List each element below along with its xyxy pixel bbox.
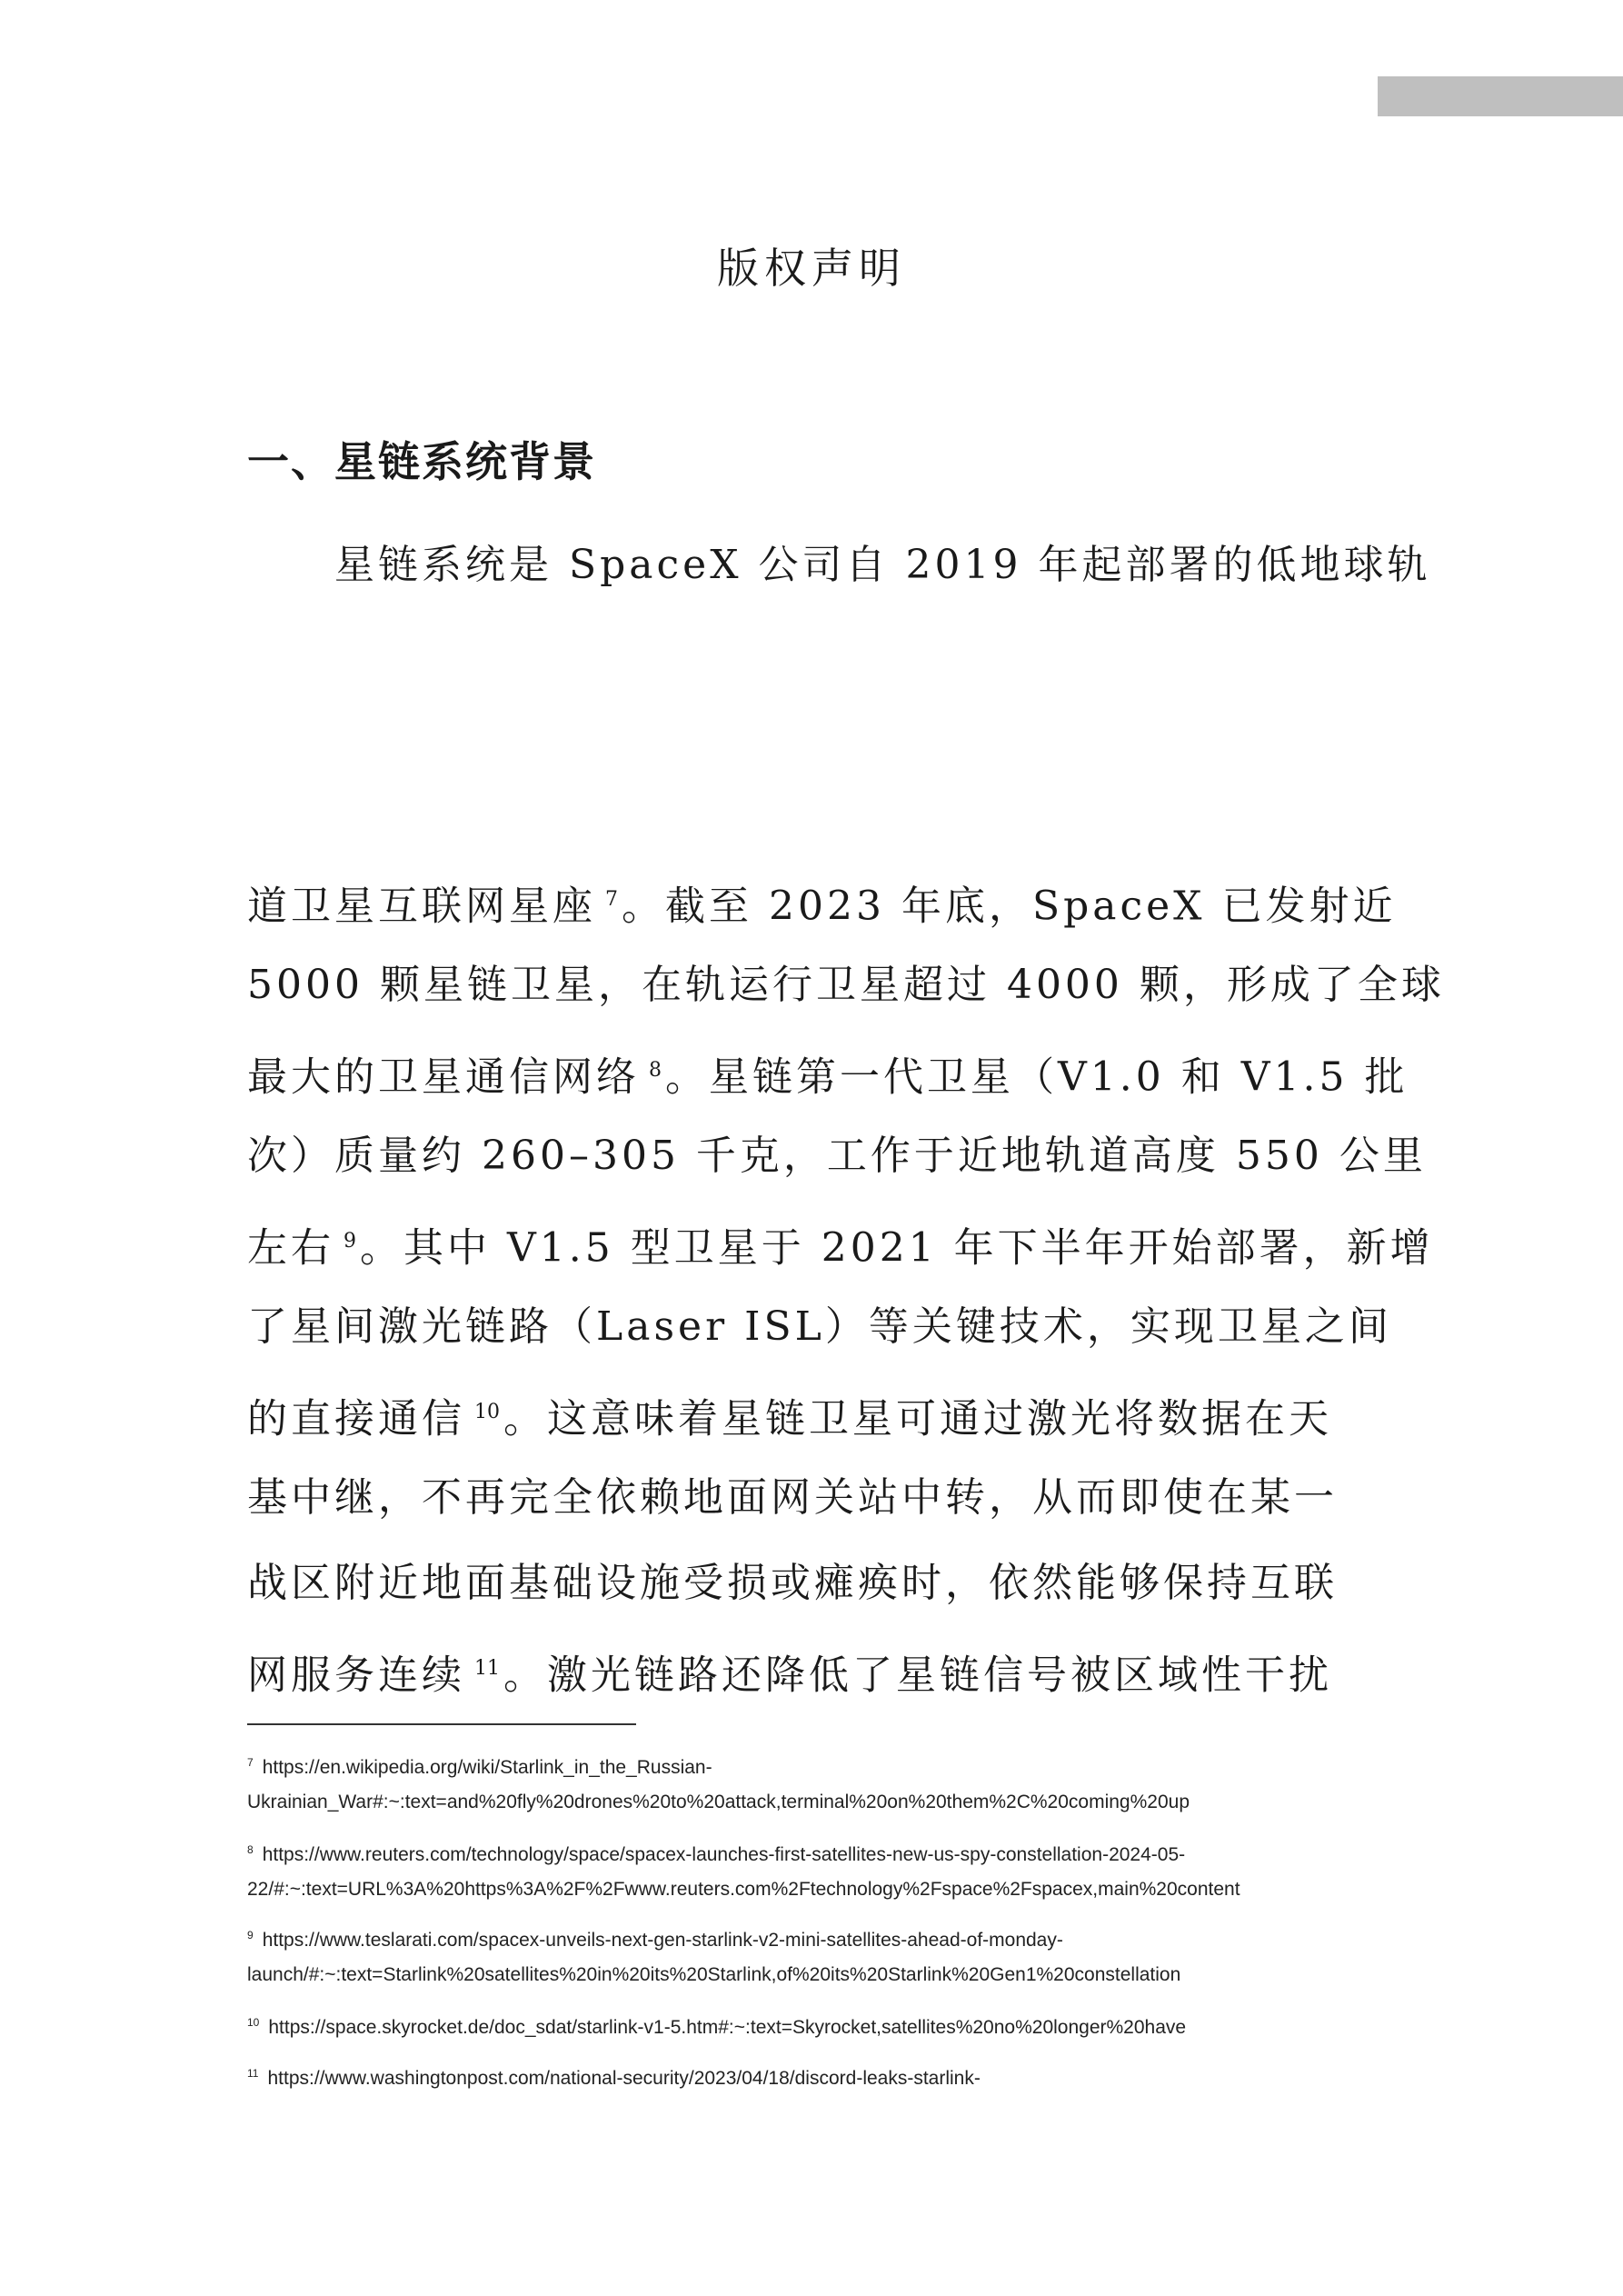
footnote-7	[247, 1745, 1190, 1820]
footnote-11	[247, 2056, 981, 2096]
paragraph-line: 星链系统是 SpaceX 公司自 2019 年起部署的低地球轨	[334, 542, 1431, 588]
paragraph-line	[247, 1642, 1332, 1703]
paragraph-line: 5000 颗星链卫星，在轨运行卫星超过 4000 颗，形成了全球	[247, 962, 1445, 1008]
text-run: 网服务连续	[247, 1652, 465, 1699]
text-run: 。截至 2023 年底，SpaceX 已发射近	[622, 883, 1397, 930]
footnote-number: 10	[247, 2016, 260, 2029]
paragraph-line	[247, 873, 1396, 934]
footnote-9	[247, 1918, 1180, 1992]
text-run: 。激光链路还降低了星链信号被区域性干扰	[503, 1652, 1332, 1699]
footnote-link[interactable]: https://www.washingtonpost.com/national-security/2023/04/18/discord-leaks-starlink-	[267, 2068, 981, 2089]
footnote-link[interactable]: 22/#:~:text=URL%3A%20https%3A%2F%2Fwww.reuters.com%2Ftechnology%2Fspace%2Fspacex,main%20content	[247, 1879, 1240, 1900]
text-run: 。这意味着星链卫星可通过激光将数据在天	[503, 1395, 1332, 1442]
footnote-8	[247, 1832, 1240, 1907]
paragraph-line: 次）质量约 260–305 千克，工作于近地轨道高度 550 公里	[247, 1133, 1427, 1179]
footnote-10	[247, 2005, 1186, 2045]
footnote-link[interactable]: https://www.reuters.com/technology/space/spacex-launches-first-satellites-new-us-spy-constellation-2024-05-	[262, 1844, 1186, 1865]
paragraph-line: 战区附近地面基础设施受损或瘫痪时，依然能够保持互联	[247, 1560, 1338, 1606]
text-run: 最大的卫星通信网络	[247, 1053, 640, 1101]
paragraph-line: 了星间激光链路（Laser ISL）等关键技术，实现卫星之间	[247, 1303, 1392, 1350]
page-title: 版权声明	[717, 243, 906, 293]
text-run: 。其中 V1.5 型卫星于 2021 年下半年开始部署，新增	[360, 1224, 1434, 1272]
footnote-separator	[247, 1723, 636, 1725]
text-run: 。星链第一代卫星（V1.0 和 V1.5 批	[665, 1053, 1409, 1101]
footnote-ref[interactable]: 8	[649, 1059, 662, 1082]
footnote-ref[interactable]: 7	[605, 888, 618, 911]
footnote-link[interactable]: https://space.skyrocket.de/doc_sdat/starlink-v1-5.htm#:~:text=Skyrocket,satellites%20no%20longer%20have	[268, 2017, 1187, 2038]
paragraph-line: 基中继，不再完全依赖地面网关站中转，从而即使在某一	[247, 1474, 1338, 1521]
text-run: 左右	[247, 1224, 334, 1272]
footnote-link[interactable]: https://en.wikipedia.org/wiki/Starlink_in_the_Russian-	[262, 1757, 712, 1778]
paragraph-line	[247, 1385, 1332, 1447]
footnote-ref[interactable]: 10	[474, 1401, 500, 1423]
paragraph-line	[247, 1214, 1434, 1276]
text-run: 道卫星互联网星座	[247, 883, 596, 930]
section-heading: 一、星链系统背景	[247, 437, 596, 486]
paragraph-line	[247, 1043, 1408, 1105]
footnote-ref[interactable]: 11	[474, 1657, 500, 1680]
footnote-link[interactable]: https://www.teslarati.com/spacex-unveils-next-gen-starlink-v2-mini-satellites-ahead-of-monday-	[262, 1930, 1063, 1951]
footnote-link[interactable]: launch/#:~:text=Starlink%20satellites%20in%20its%20Starlink,of%20its%20Starlink%20Gen1%20constellation	[247, 1964, 1181, 1985]
header-bar	[1378, 76, 1623, 116]
footnote-ref[interactable]: 9	[344, 1230, 356, 1253]
footnote-link[interactable]: Ukrainian_War#:~:text=and%20fly%20drones%20to%20attack,terminal%20on%20them%2C%20coming%20up	[247, 1792, 1190, 1812]
footnote-number: 8	[247, 1843, 254, 1856]
footnote-number: 9	[247, 1929, 254, 1942]
text-run: 的直接通信	[247, 1395, 465, 1442]
footnote-number: 11	[247, 2067, 259, 2080]
footnote-number: 7	[247, 1756, 254, 1769]
